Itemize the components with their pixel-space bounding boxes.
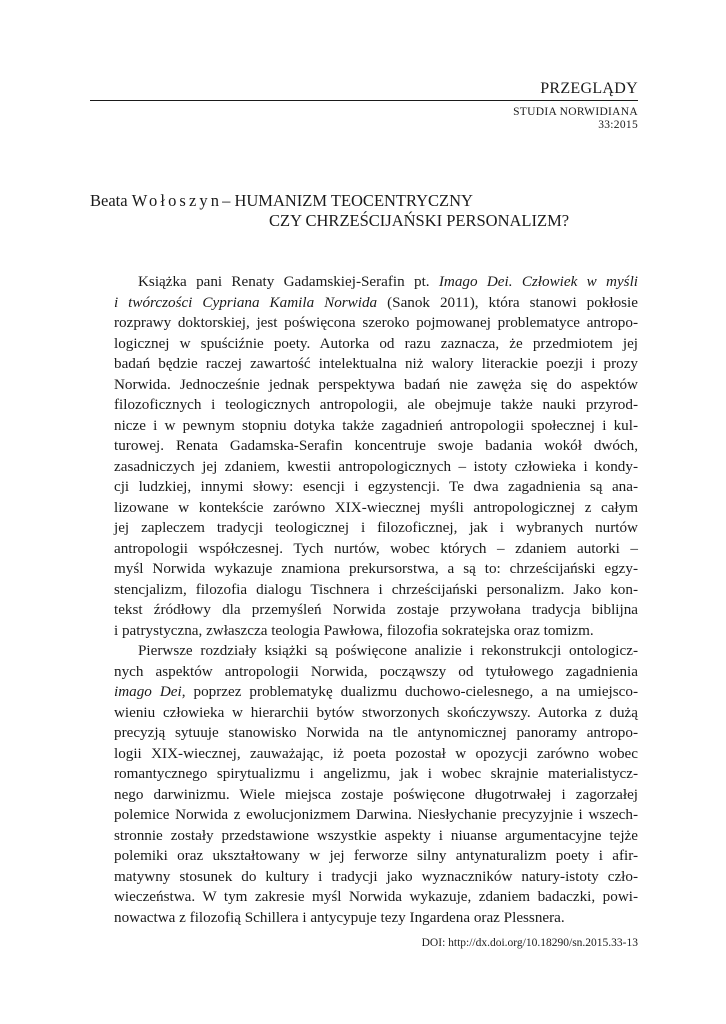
body-line: stronnie zostały przedstawione wszystkie aspekty i niuanse argumentacyjne tejże: [114, 826, 638, 844]
body-line: Pierwsze rozdziały książki są poświęcone analizie i rekonstrukcji ontologicz-: [138, 642, 638, 659]
body-line: polemice Norwida z ewolucjonizmem Darwina. Niesłychanie precyzyjnie i wszech-: [114, 806, 638, 823]
body-line: nicze i w pewnym stopniu dotyka także zagadnień antropologii społecznej i kul-: [114, 416, 638, 434]
journal-issue: 33:2015: [598, 119, 638, 131]
body-line: romantycznego spirytualizmu i angelizmu, jak i wobec skrajnie materialistycz-: [114, 765, 638, 782]
body-line: cji ludzkiej, innymi słowy: esencji i egzystencji. Te dwa zagadnienia są ana-: [114, 478, 638, 495]
body-line: turowej. Renata Gadamska-Serafin koncentruje swoje badania wokół dwóch,: [114, 437, 638, 454]
title-separator: –: [222, 191, 231, 210]
body-line: filozoficznych i teologicznych antropologii, ale obejmuje także nauki przyrod-: [114, 396, 638, 413]
journal-name: STUDIA NORWIDIANA: [513, 106, 638, 118]
body-line: badań będzie raczej zawartość intelektualna niż walory literackie poezji i prozy: [114, 355, 638, 372]
body-line: wieczeństwa. W tym zakresie myśl Norwida wykazuje, zdaniem badaczki, powi-: [114, 888, 638, 905]
body-line: polemiki oraz ukształtowany w jej ferworze silny antynaturalizm poety i afir-: [114, 847, 638, 864]
body-line: precyzją sytuuje stanowisko Norwida na tle antynomicznej panoramy antropo-: [114, 724, 638, 741]
body-line: rozprawy doktorskiej, jest poświęcona szeroko pojmowanej problematyce antropo-: [114, 314, 638, 331]
body-line: lizowane w kontekście zarówno XIX-wiecznej myśli antropologicznej z całym: [114, 498, 638, 516]
body-line: logicznej w spuściźnie poety. Autorka od razu zaznacza, że przedmiotem jej: [114, 334, 638, 352]
body-line: i patrystyczna, zwłaszcza teologia Pawłowa, filozofia sokratejska oraz tomizm.: [114, 621, 594, 639]
author-first-name: Beata: [90, 191, 128, 210]
author-last-name: Wołoszyn: [131, 191, 223, 210]
body-line: nych aspektów antropologii Norwida, począwszy od tytułowego zagadnienia: [114, 662, 638, 680]
body-line: matywny stosunek do kultury i tradycji jako wyznaczników natury-istoty czło-: [114, 867, 638, 885]
body-line: myśl Norwida wykazuje znamiona prekursorstwa, a są to: chrześcijański egzy-: [114, 560, 638, 577]
body-text: , poprzez problematykę dualizmu duchowo-cielesnego, a na umiejsco-: [181, 683, 638, 700]
body-line: tekst źródłowy dla przemyśleń Norwida zostaje przywołana tradycja biblijna: [114, 601, 638, 618]
header-rule: [90, 100, 638, 101]
body-text: Książka pani Renaty Gadamskiej-Serafin pt.: [138, 273, 439, 290]
body-line: logii XIX-wiecznej, zauważając, iż poeta pozostał w opozycji zarówno wobec: [114, 744, 638, 762]
paragraph-2: [90, 641, 638, 928]
body-line: antropologii współczesnej. Tych nurtów, wobec których – zdaniem autorki –: [114, 539, 638, 557]
body-line: Norwida. Jednocześnie jednak perspektywa badań nie zawęża się do aspektów: [114, 375, 638, 393]
body-text: (Sanok 2011), która stanowi pokłosie: [377, 293, 638, 311]
body-line: jej zapleczem tradycji teologicznej i filozoficznej, jak i wybranych nurtów: [114, 519, 638, 536]
article-body: [90, 272, 638, 928]
title-line-1: HUMANIZM TEOCENTRYCZNY: [234, 191, 473, 210]
book-title-cont: i twórczości Cypriana Kamila Norwida: [114, 293, 378, 311]
article-title: [90, 191, 650, 231]
body-line: stencjalizm, filozofia dialogu Tischnera i chrześcijański personalizm. Jako kon-: [114, 580, 638, 598]
imago-dei-term: imago Dei: [114, 683, 182, 700]
paragraph-1: [90, 272, 638, 641]
doi-link[interactable]: DOI: http://dx.doi.org/10.18290/sn.2015.33-13: [421, 937, 638, 949]
body-line: nego darwinizmu. Wiele miejsca zostaje poświęcone długotrwałej i zagorzałej: [114, 785, 638, 803]
book-title: Imago Dei. Człowiek w myśli: [438, 273, 638, 290]
body-line: zasadniczych jej zdaniem, kwestii antropologicznych – istoty człowieka i kondy-: [114, 457, 638, 475]
title-line-2: CZY CHRZEŚCIJAŃSKI PERSONALIZM?: [269, 211, 570, 230]
body-line: wieniu człowieka w hierarchii bytów stworzonych skończywszy. Autorka z dużą: [114, 703, 638, 721]
section-label: PRZEGLĄDY: [540, 80, 638, 97]
body-line: nowactwa z filozofią Schillera i antycypuje tezy Ingardena oraz Plessnera.: [114, 908, 565, 926]
journal-info: [513, 106, 638, 132]
